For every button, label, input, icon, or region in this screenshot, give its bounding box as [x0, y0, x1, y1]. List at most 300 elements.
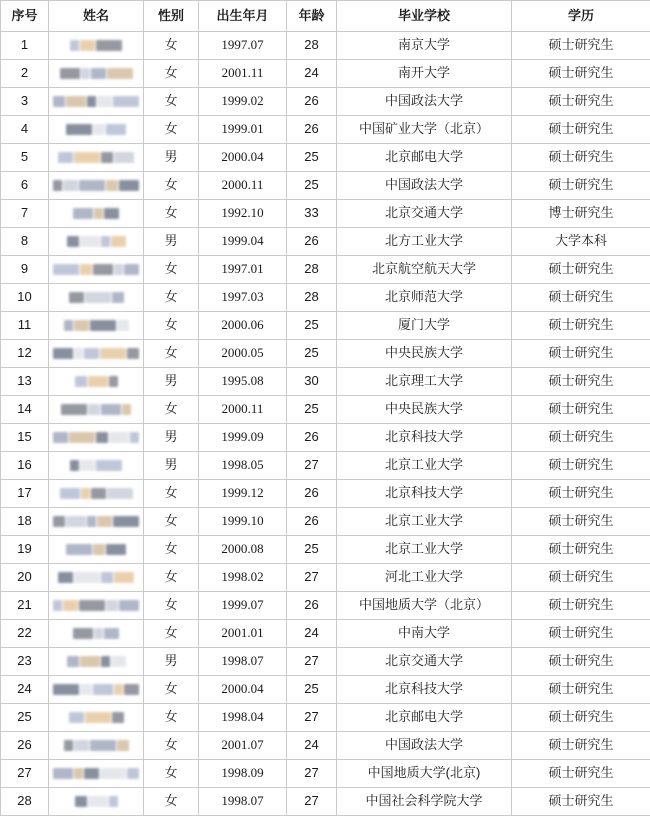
cell-birth-date: 1997.07 [199, 32, 287, 60]
cell-school: 南开大学 [337, 60, 512, 88]
cell-degree: 硕士研究生 [512, 620, 650, 648]
cell-age: 25 [287, 676, 337, 704]
redaction-blocks [51, 200, 141, 227]
redaction-block [106, 600, 118, 611]
cell-seq: 18 [1, 508, 49, 536]
table-row [1, 620, 650, 648]
redaction-block [70, 40, 79, 51]
cell-seq: 12 [1, 340, 49, 368]
header-row [1, 1, 650, 32]
table-row [1, 704, 650, 732]
table-row [1, 88, 650, 116]
cell-degree: 硕士研究生 [512, 760, 650, 788]
cell-gender: 女 [144, 172, 199, 200]
redaction-block [53, 264, 79, 275]
redaction-block [67, 656, 79, 667]
cell-age: 26 [287, 480, 337, 508]
redaction-block [104, 628, 119, 639]
cell-school: 北方工业大学 [337, 228, 512, 256]
redaction-block [109, 376, 118, 387]
cell-birth-date: 1998.09 [199, 760, 287, 788]
cell-birth-date: 2001.07 [199, 732, 287, 760]
cell-seq: 3 [1, 88, 49, 116]
cell-name-redacted [49, 788, 144, 816]
table-row [1, 116, 650, 144]
cell-birth-date: 1999.04 [199, 228, 287, 256]
cell-birth-date: 2000.11 [199, 172, 287, 200]
cell-gender: 女 [144, 536, 199, 564]
redaction-block [69, 712, 84, 723]
table-row [1, 564, 650, 592]
cell-birth-date: 1992.10 [199, 200, 287, 228]
redaction-blocks [51, 508, 141, 535]
cell-name-redacted [49, 452, 144, 480]
table-row [1, 284, 650, 312]
cell-name-redacted [49, 480, 144, 508]
cell-seq: 28 [1, 788, 49, 816]
redaction-block [61, 404, 87, 415]
cell-degree: 硕士研究生 [512, 508, 650, 536]
table-row [1, 452, 650, 480]
redaction-block [63, 600, 78, 611]
redaction-block [117, 740, 129, 751]
redaction-block [80, 236, 100, 247]
cell-age: 27 [287, 788, 337, 816]
cell-age: 28 [287, 32, 337, 60]
cell-birth-date: 2000.04 [199, 676, 287, 704]
cell-seq: 19 [1, 536, 49, 564]
cell-school: 北京师范大学 [337, 284, 512, 312]
cell-seq: 27 [1, 760, 49, 788]
cell-seq: 10 [1, 284, 49, 312]
cell-name-redacted [49, 256, 144, 284]
cell-age: 27 [287, 564, 337, 592]
cell-gender: 男 [144, 144, 199, 172]
redaction-block [96, 40, 122, 51]
redaction-block [93, 684, 113, 695]
cell-seq: 7 [1, 200, 49, 228]
table-body [1, 32, 650, 816]
redaction-block [97, 96, 112, 107]
cell-seq: 16 [1, 452, 49, 480]
cell-seq: 17 [1, 480, 49, 508]
cell-age: 26 [287, 228, 337, 256]
cell-gender: 男 [144, 648, 199, 676]
cell-age: 25 [287, 536, 337, 564]
cell-gender: 女 [144, 732, 199, 760]
redaction-block [112, 712, 124, 723]
redaction-block [87, 96, 96, 107]
redaction-block [84, 348, 99, 359]
cell-seq: 25 [1, 704, 49, 732]
cell-school: 北京工业大学 [337, 508, 512, 536]
redaction-block [80, 460, 95, 471]
cell-gender: 女 [144, 620, 199, 648]
cell-age: 25 [287, 144, 337, 172]
redaction-block [69, 292, 84, 303]
redaction-block [53, 96, 65, 107]
cell-age: 27 [287, 452, 337, 480]
cell-gender: 女 [144, 704, 199, 732]
redaction-block [114, 264, 123, 275]
redaction-blocks [51, 256, 141, 283]
redaction-blocks [51, 88, 141, 115]
cell-name-redacted [49, 312, 144, 340]
table-row [1, 396, 650, 424]
cell-age: 25 [287, 340, 337, 368]
redaction-blocks [51, 284, 141, 311]
redaction-block [69, 432, 95, 443]
cell-degree: 硕士研究生 [512, 396, 650, 424]
cell-name-redacted [49, 116, 144, 144]
redaction-block [80, 656, 100, 667]
cell-degree: 硕士研究生 [512, 116, 650, 144]
cell-school: 中南大学 [337, 620, 512, 648]
redaction-block [81, 488, 90, 499]
cell-name-redacted [49, 88, 144, 116]
table-row [1, 592, 650, 620]
cell-degree: 硕士研究生 [512, 788, 650, 816]
redaction-block [63, 180, 78, 191]
redaction-block [79, 180, 105, 191]
header-degree: 学历 [512, 1, 650, 32]
redaction-blocks [51, 564, 141, 591]
cell-degree: 硕士研究生 [512, 32, 650, 60]
redaction-block [101, 572, 113, 583]
redaction-block [127, 348, 139, 359]
redaction-blocks [51, 732, 141, 759]
table-row [1, 256, 650, 284]
table-row [1, 172, 650, 200]
cell-seq: 15 [1, 424, 49, 452]
redaction-block [79, 600, 105, 611]
redaction-block [96, 460, 122, 471]
redaction-block [66, 544, 92, 555]
redaction-block [74, 740, 89, 751]
cell-gender: 女 [144, 312, 199, 340]
redaction-block [96, 432, 108, 443]
cell-degree: 博士研究生 [512, 200, 650, 228]
cell-name-redacted [49, 676, 144, 704]
table-header [1, 1, 650, 32]
header-birth-date: 出生年月 [199, 1, 287, 32]
redaction-block [85, 712, 111, 723]
cell-name-redacted [49, 564, 144, 592]
redaction-block [104, 208, 119, 219]
table-row [1, 228, 650, 256]
cell-name-redacted [49, 60, 144, 88]
cell-gender: 女 [144, 564, 199, 592]
redaction-blocks [51, 760, 141, 787]
cell-age: 26 [287, 592, 337, 620]
cell-gender: 女 [144, 676, 199, 704]
redaction-block [87, 516, 96, 527]
cell-seq: 22 [1, 620, 49, 648]
cell-gender: 女 [144, 60, 199, 88]
redaction-block [53, 180, 62, 191]
redaction-block [124, 684, 139, 695]
cell-school: 中国矿业大学（北京） [337, 116, 512, 144]
table-row [1, 368, 650, 396]
cell-seq: 11 [1, 312, 49, 340]
cell-seq: 24 [1, 676, 49, 704]
cell-birth-date: 1999.02 [199, 88, 287, 116]
cell-birth-date: 2001.11 [199, 60, 287, 88]
redaction-block [53, 348, 73, 359]
cell-gender: 女 [144, 396, 199, 424]
cell-name-redacted [49, 508, 144, 536]
header-seq: 序号 [1, 1, 49, 32]
redaction-block [60, 68, 80, 79]
table-row [1, 340, 650, 368]
cell-birth-date: 1999.01 [199, 116, 287, 144]
redaction-block [119, 600, 139, 611]
cell-gender: 女 [144, 32, 199, 60]
cell-gender: 女 [144, 256, 199, 284]
cell-gender: 女 [144, 508, 199, 536]
redaction-block [80, 40, 95, 51]
cell-age: 27 [287, 704, 337, 732]
cell-degree: 硕士研究生 [512, 256, 650, 284]
cell-name-redacted [49, 760, 144, 788]
redaction-blocks [51, 228, 141, 255]
cell-name-redacted [49, 144, 144, 172]
cell-birth-date: 1998.02 [199, 564, 287, 592]
redaction-blocks [51, 620, 141, 647]
cell-school: 北京工业大学 [337, 536, 512, 564]
cell-gender: 女 [144, 340, 199, 368]
redaction-block [119, 180, 139, 191]
redaction-block [100, 768, 126, 779]
redaction-block [101, 236, 110, 247]
cell-gender: 男 [144, 368, 199, 396]
cell-name-redacted [49, 592, 144, 620]
redaction-block [106, 124, 126, 135]
redaction-block [85, 292, 111, 303]
header-name: 姓名 [49, 1, 144, 32]
cell-degree: 硕士研究生 [512, 592, 650, 620]
cell-school: 中国政法大学 [337, 732, 512, 760]
redaction-block [93, 124, 105, 135]
redaction-block [64, 320, 73, 331]
redaction-block [130, 432, 139, 443]
header-gender: 性别 [144, 1, 199, 32]
redaction-block [81, 68, 90, 79]
cell-seq: 26 [1, 732, 49, 760]
cell-birth-date: 1997.01 [199, 256, 287, 284]
table-row [1, 788, 650, 816]
cell-birth-date: 2001.01 [199, 620, 287, 648]
cell-school: 南京大学 [337, 32, 512, 60]
redaction-block [101, 656, 110, 667]
redaction-block [88, 376, 108, 387]
cell-birth-date: 1998.05 [199, 452, 287, 480]
redaction-blocks [51, 452, 141, 479]
table-row [1, 676, 650, 704]
redaction-blocks [51, 32, 141, 59]
redaction-block [60, 488, 80, 499]
redaction-blocks [51, 172, 141, 199]
cell-name-redacted [49, 368, 144, 396]
cell-age: 24 [287, 620, 337, 648]
cell-school: 中国政法大学 [337, 172, 512, 200]
redaction-block [74, 768, 83, 779]
cell-seq: 23 [1, 648, 49, 676]
cell-age: 26 [287, 88, 337, 116]
cell-degree: 硕士研究生 [512, 424, 650, 452]
cell-seq: 21 [1, 592, 49, 620]
cell-age: 33 [287, 200, 337, 228]
redaction-block [106, 180, 118, 191]
cell-school: 中国政法大学 [337, 88, 512, 116]
cell-birth-date: 2000.11 [199, 396, 287, 424]
cell-name-redacted [49, 648, 144, 676]
cell-seq: 20 [1, 564, 49, 592]
cell-age: 28 [287, 284, 337, 312]
redaction-block [114, 152, 134, 163]
redaction-block [53, 768, 73, 779]
cell-seq: 13 [1, 368, 49, 396]
redaction-block [53, 600, 62, 611]
redaction-block [74, 572, 100, 583]
redaction-block [73, 208, 93, 219]
cell-degree: 硕士研究生 [512, 648, 650, 676]
redaction-block [74, 152, 100, 163]
redaction-blocks [51, 368, 141, 395]
table-row [1, 648, 650, 676]
redaction-block [109, 432, 129, 443]
redaction-block [70, 460, 79, 471]
cell-school: 中央民族大学 [337, 396, 512, 424]
redaction-block [113, 96, 139, 107]
cell-school: 北京科技大学 [337, 424, 512, 452]
redaction-block [114, 572, 134, 583]
redaction-blocks [51, 116, 141, 143]
redaction-block [66, 96, 86, 107]
cell-age: 26 [287, 424, 337, 452]
redaction-block [58, 572, 73, 583]
cell-gender: 女 [144, 284, 199, 312]
redaction-block [93, 544, 105, 555]
redaction-block [127, 768, 139, 779]
redaction-block [53, 516, 65, 527]
table-row [1, 32, 650, 60]
redaction-blocks [51, 340, 141, 367]
cell-degree: 大学本科 [512, 228, 650, 256]
table-row [1, 60, 650, 88]
redaction-blocks [51, 592, 141, 619]
redaction-blocks [51, 648, 141, 675]
table-row [1, 760, 650, 788]
redaction-block [107, 488, 133, 499]
cell-degree: 硕士研究生 [512, 312, 650, 340]
cell-seq: 1 [1, 32, 49, 60]
redaction-block [122, 404, 131, 415]
table-row [1, 508, 650, 536]
redaction-blocks [51, 312, 141, 339]
cell-degree: 硕士研究生 [512, 172, 650, 200]
cell-name-redacted [49, 340, 144, 368]
cell-degree: 硕士研究生 [512, 452, 650, 480]
cell-school: 北京航空航天大学 [337, 256, 512, 284]
cell-seq: 14 [1, 396, 49, 424]
cell-name-redacted [49, 704, 144, 732]
cell-gender: 女 [144, 760, 199, 788]
cell-birth-date: 2000.06 [199, 312, 287, 340]
cell-school: 厦门大学 [337, 312, 512, 340]
cell-age: 24 [287, 60, 337, 88]
redaction-block [80, 264, 92, 275]
redaction-block [94, 208, 103, 219]
cell-gender: 女 [144, 592, 199, 620]
cell-degree: 硕士研究生 [512, 676, 650, 704]
cell-birth-date: 1999.07 [199, 592, 287, 620]
cell-name-redacted [49, 32, 144, 60]
redaction-block [111, 656, 126, 667]
cell-age: 25 [287, 172, 337, 200]
redaction-block [80, 684, 92, 695]
redaction-block [94, 628, 103, 639]
cell-school: 中国地质大学(北京) [337, 760, 512, 788]
redaction-block [93, 264, 113, 275]
redaction-block [101, 404, 121, 415]
cell-seq: 6 [1, 172, 49, 200]
cell-name-redacted [49, 200, 144, 228]
cell-age: 27 [287, 648, 337, 676]
redaction-block [100, 348, 126, 359]
redaction-block [107, 68, 133, 79]
header-age: 年龄 [287, 1, 337, 32]
redaction-block [73, 628, 93, 639]
cell-name-redacted [49, 732, 144, 760]
cell-gender: 女 [144, 788, 199, 816]
cell-age: 26 [287, 116, 337, 144]
cell-seq: 8 [1, 228, 49, 256]
cell-degree: 硕士研究生 [512, 368, 650, 396]
redaction-block [113, 516, 139, 527]
cell-seq: 2 [1, 60, 49, 88]
cell-school: 北京交通大学 [337, 200, 512, 228]
redaction-block [111, 236, 126, 247]
redaction-block [117, 320, 129, 331]
redaction-block [106, 544, 126, 555]
cell-degree: 硕士研究生 [512, 284, 650, 312]
redaction-block [114, 684, 123, 695]
cell-birth-date: 1999.12 [199, 480, 287, 508]
redaction-block [66, 516, 86, 527]
cell-degree: 硕士研究生 [512, 536, 650, 564]
redaction-block [67, 236, 79, 247]
cell-seq: 9 [1, 256, 49, 284]
cell-birth-date: 1999.09 [199, 424, 287, 452]
cell-school: 北京工业大学 [337, 452, 512, 480]
cell-birth-date: 1995.08 [199, 368, 287, 396]
header-school: 毕业学校 [337, 1, 512, 32]
cell-degree: 硕士研究生 [512, 340, 650, 368]
redaction-blocks [51, 704, 141, 731]
cell-gender: 男 [144, 424, 199, 452]
cell-school: 中国地质大学（北京） [337, 592, 512, 620]
redaction-block [58, 152, 73, 163]
cell-gender: 女 [144, 480, 199, 508]
redaction-block [64, 740, 73, 751]
table-row [1, 312, 650, 340]
cell-birth-date: 1997.03 [199, 284, 287, 312]
redaction-block [91, 488, 106, 499]
redaction-block [84, 768, 99, 779]
redaction-blocks [51, 536, 141, 563]
cell-degree: 硕士研究生 [512, 480, 650, 508]
